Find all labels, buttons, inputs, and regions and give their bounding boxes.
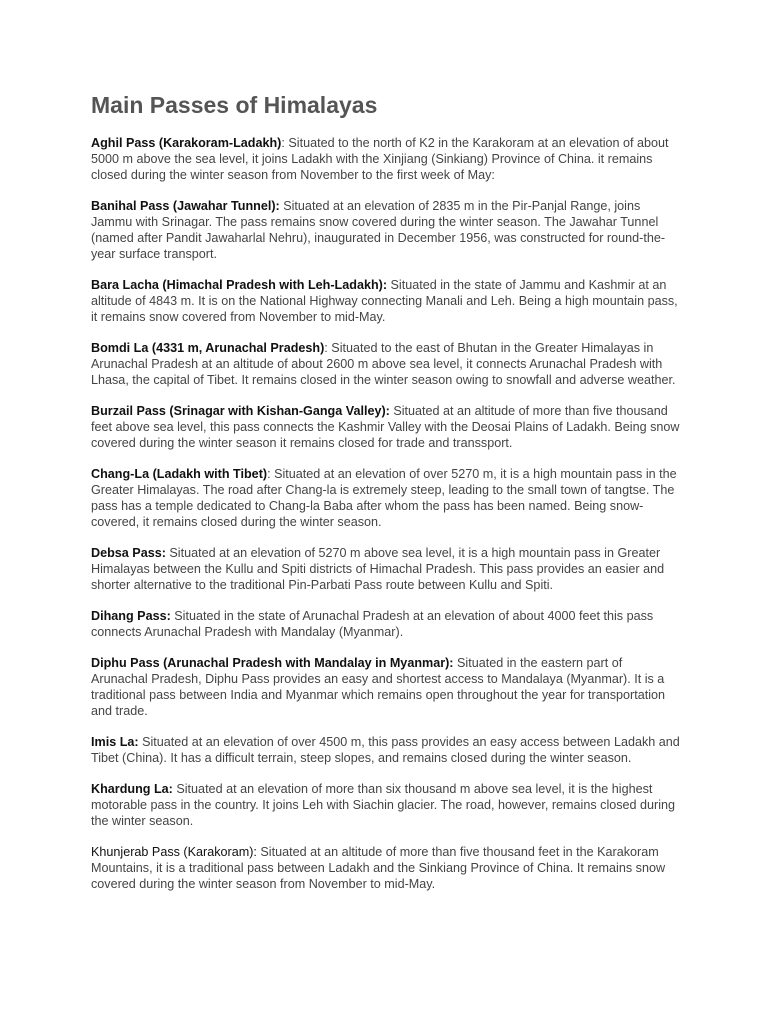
- entry-diphu-pass: [91, 655, 681, 719]
- entry-text: Situated at an altitude of more than five thousand feet above sea level, this pass connects the Kashmir Valley with the Deosai Plains of Ladakh. Being snow covered during the winter season it remains closed for trade and transsport.: [91, 404, 680, 450]
- document-page: [91, 90, 681, 907]
- entry-text: : Situated to the north of K2 in the Karakoram at an elevation of about 5000 m above the sea level, it joins Ladakh with the Xinjiang (Sinkiang) Province of China. it remains closed during the winter season from November to the first week of May:: [91, 136, 669, 182]
- entry-name: Imis La:: [91, 735, 139, 749]
- entry-name: Khunjerab Pass (Karakoram):: [91, 845, 257, 859]
- entry-dihang-pass: [91, 608, 681, 640]
- entry-name: Banihal Pass (Jawahar Tunnel):: [91, 199, 280, 213]
- entry-name: Bomdi La (4331 m, Arunachal Pradesh): [91, 341, 325, 355]
- entry-name: Chang-La (Ladakh with Tibet): [91, 467, 268, 481]
- entry-khunjerab-pass: [91, 844, 681, 892]
- entry-text: Situated at an elevation of over 4500 m, this pass provides an easy access between Ladakh and Tibet (China). It has a difficult terrain, steep slopes, and remains closed during the winter season.: [91, 735, 680, 765]
- page-title: Main Passes of Himalayas: [91, 92, 378, 118]
- entry-name: Bara Lacha (Himachal Pradesh with Leh-Ladakh):: [91, 278, 388, 292]
- entry-name: Debsa Pass:: [91, 546, 166, 560]
- entry-text: : Situated at an elevation of over 5270 m, it is a high mountain pass in the Greater Himalayas. The road after Chang-la is extremely steep, leading to the small town of tangtse. The pass has a temple dedicated to Chang-la Baba after whom the pass has been named. Being snow-covered, it remains closed during the winter season.: [91, 467, 677, 529]
- entry-text: Situated in the state of Jammu and Kashmir at an altitude of 4843 m. It is on the National Highway connecting Manali and Leh. Being a high mountain pass, it remains snow covered from November to mid-May.: [91, 278, 678, 324]
- entry-bara-lacha: [91, 277, 681, 325]
- entry-burzail-pass: [91, 403, 681, 451]
- entry-name: Khardung La:: [91, 782, 173, 796]
- entry-chang-la: [91, 466, 681, 530]
- entry-text: Situated at an altitude of more than five thousand feet in the Karakoram Mountains, it is a traditional pass between Ladakh and the Sinkiang Province of China. It remains snow covered during the winter season from November to mid-May.: [91, 845, 666, 891]
- entry-text: Situated in the state of Arunachal Pradesh at an elevation of about 4000 feet this pass connects Arunachal Pradesh with Mandalay (Myanmar).: [91, 609, 654, 639]
- entry-name: Burzail Pass (Srinagar with Kishan-Ganga Valley):: [91, 404, 390, 418]
- entry-text: Situated at an elevation of more than six thousand m above sea level, it is the highest motorable pass in the country. It joins Leh with Siachin glacier. The road, however, remains closed during the winter season.: [91, 782, 676, 828]
- entry-text: Situated at an elevation of 5270 m above sea level, it is a high mountain pass in Greater Himalayas between the Kullu and Spiti districts of Himachal Pradesh. This pass provides an easier and shorter alternative to the traditional Pin-Parbati Pass route between Kullu and Spiti.: [91, 546, 665, 592]
- entry-bomdi-la: [91, 340, 681, 388]
- entry-khardung-la: [91, 781, 681, 829]
- entry-text: : Situated to the east of Bhutan in the Greater Himalayas in Arunachal Pradesh at an altitude of about 2600 m above sea level, it connects Arunachal Pradesh with Lhasa, the capital of Tibet. It remains closed in the winter season owing to snowfall and adverse weather.: [91, 341, 676, 387]
- entry-text: Situated in the eastern part of Arunachal Pradesh, Diphu Pass provides an easy and shortest access to Mandalaya (Myanmar). It is a traditional pass between India and Myanmar which remains open throughout the year for transportation and trade.: [91, 656, 666, 718]
- entry-banihal-pass: [91, 198, 681, 262]
- entry-name: Diphu Pass (Arunachal Pradesh with Mandalay in Myanmar):: [91, 656, 454, 670]
- entry-aghil-pass: [91, 135, 681, 183]
- entry-debsa-pass: [91, 545, 681, 593]
- entry-name: Aghil Pass (Karakoram-Ladakh): [91, 136, 282, 150]
- entry-name: Dihang Pass:: [91, 609, 171, 623]
- entry-imis-la: [91, 734, 681, 766]
- entry-text: Situated at an elevation of 2835 m in the Pir-Panjal Range, joins Jammu with Srinagar. The pass remains snow covered during the winter season. The Jawahar Tunnel (named after Pandit Jawaharlal Nehru), inaugurated in December 1956, was constructed for round-the-year surface transport.: [91, 199, 666, 261]
